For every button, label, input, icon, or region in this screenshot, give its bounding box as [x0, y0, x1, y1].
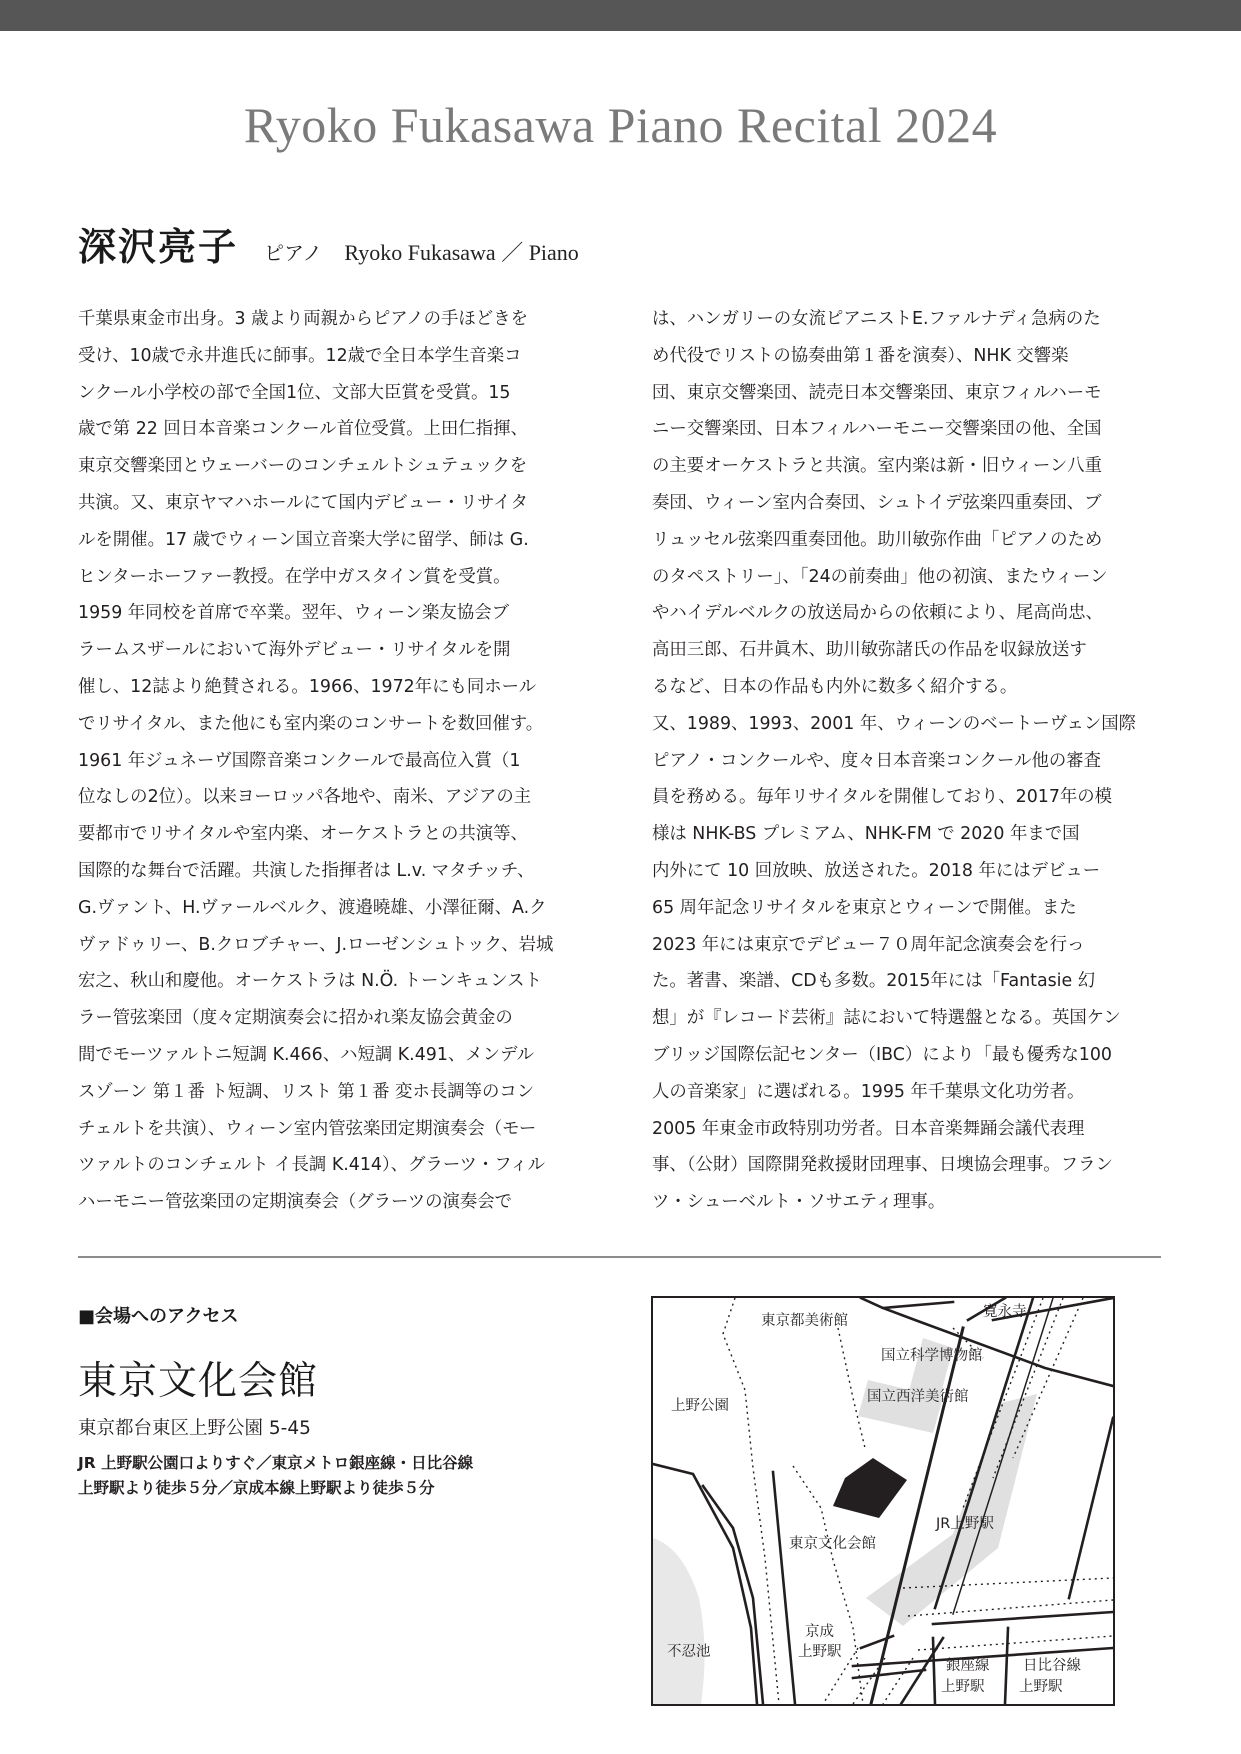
- section-divider: [78, 1256, 1161, 1258]
- biography-line: た。著書、楽譜、CDも多数。2015年には「Fantasie 幻: [652, 971, 1096, 992]
- biography-line: やハイデルベルクの放送局からの依頼により、尾高尚忠、: [652, 603, 1103, 624]
- biography-line: 国際的な舞台で活躍。共演した指揮者は L.v. マタチッチ、: [78, 860, 535, 881]
- biography-line: 催し、12誌より絶賛される。1966、1972年にも同ホール: [78, 676, 537, 697]
- biography-line: ツァルトのコンチェルト イ長調 K.414）、グラーツ・フィル: [78, 1155, 546, 1176]
- biography-line: 位なしの2位）。以来ヨーロッパ各地や、南米、アジアの主: [78, 787, 532, 808]
- top-bar: [0, 0, 1241, 31]
- performer-role: ピアノ: [264, 241, 323, 265]
- label-keisei-station: 上野駅: [798, 1644, 842, 1660]
- biography-line: ニー交響楽団、日本フィルハーモニー交響楽団の他、全国: [652, 419, 1102, 440]
- venue-name: 東京文化会館: [78, 1359, 319, 1404]
- biography-line: 様は NHK-BS プレミアム、NHK-FM で 2020 年まで国: [652, 824, 1080, 845]
- venue-building: [833, 1458, 907, 1518]
- biography-line: 1961 年ジュネーヴ国際音楽コンクールで最高位入賞（1: [78, 750, 521, 771]
- performer-name-en: Ryoko Fukasawa ／ Piano: [344, 240, 579, 265]
- biography-line: スゾーン 第１番 ト短調、リスト 第１番 変ホ長調等のコン: [78, 1081, 535, 1102]
- biography-line: るなど、日本の作品も内外に数多く紹介する。: [652, 676, 1018, 697]
- label-ueno-park: 上野公園: [671, 1398, 729, 1414]
- map-drawing: [653, 1298, 1113, 1704]
- biography-line: チェルトを共演）、ウィーン室内管弦楽団定期演奏会（モー: [78, 1118, 537, 1139]
- biography-line: 共演。又、東京ヤマハホールにて国内デビュー・リサイタ: [78, 492, 529, 513]
- biography-column-left: [78, 301, 583, 1221]
- performer-name: 深沢亮子: [78, 224, 239, 269]
- biography-line: ピアノ・コンクールや、度々日本音楽コンクール他の審査: [652, 750, 1102, 771]
- biography-line: G.ヴァント、H.ヴァールベルク、渡邉曉雄、小澤征爾、A.ク: [78, 897, 547, 918]
- biography-line: の主要オーケストラと共演。室内楽は新・旧ウィーン八重: [652, 456, 1103, 477]
- biography-line: め代役でリストの協奏曲第１番を演奏）、NHK 交響楽: [652, 345, 1069, 366]
- biography-line: ルを開催。17 歳でウィーン国立音楽大学に留学、師は G.: [78, 529, 529, 550]
- biography-line: ンクール小学校の部で全国1位、文部大臣賞を受賞。15: [78, 382, 511, 403]
- label-shinobazu: 不忍池: [667, 1644, 711, 1660]
- biography-line: 員を務める。毎年リサイタルを開催しており、2017年の模: [652, 787, 1113, 808]
- biography-column-right: [652, 301, 1157, 1221]
- biography-line: 間でモーツァルトニ短調 K.466、ハ短調 K.491、メンデル: [78, 1044, 534, 1065]
- biography-line: 東京交響楽団とウェーバーのコンチェルトシュテュックを: [78, 456, 528, 477]
- biography-line: 奏団、ウィーン室内合奏団、シュトイデ弦楽四重奏団、ブ: [652, 492, 1102, 513]
- biography-line: 高田三郎、石井眞木、助川敏弥諸氏の作品を収録放送す: [652, 640, 1087, 661]
- biography-line: ヴァドゥリー、B.クロブチャー、J.ローゼンシュトック、岩城: [78, 934, 554, 955]
- biography-line: のタペストリー」、「24の前奏曲」他の初演、またウィーン: [652, 566, 1108, 587]
- venue-address: 東京都台東区上野公園 5-45: [78, 1418, 311, 1439]
- biography-line: 団、東京交響楽団、読売日本交響楽団、東京フィルハーモ: [652, 382, 1102, 403]
- biography-line: 人の音楽家」に選ばれる。1995 年千葉県文化功労者。: [652, 1081, 1085, 1102]
- label-western-art: 国立西洋美術館: [867, 1389, 969, 1405]
- biography-line: 宏之、秋山和慶他。オーケストラは N.Ö. トーンキュンスト: [78, 971, 542, 992]
- label-hibiya-station: 上野駅: [1019, 1679, 1063, 1695]
- access-heading: ■会場へのアクセス: [78, 1306, 239, 1327]
- biography-line: ブリッジ国際伝記センター（IBC）により「最も優秀な100: [652, 1044, 1112, 1065]
- directions: [78, 1451, 473, 1501]
- shinobazu-pond: [653, 1538, 705, 1704]
- biography-line: ハーモニー管弦楽団の定期演奏会（グラーツの演奏会で: [78, 1192, 513, 1213]
- label-venue: 東京文化会館: [789, 1536, 876, 1552]
- biography-line: リュッセル弦楽四重奏団他。助川敏弥作曲「ピアノのため: [652, 529, 1103, 550]
- directions-line: 上野駅より徒歩５分／京成本線上野駅より徒歩５分: [78, 1479, 435, 1497]
- biography-line: は、ハンガリーの女流ピアニストE.ファルナディ急病のた: [652, 309, 1101, 329]
- biography-line: 2023 年には東京でデビュー７０周年記念演奏会を行っ: [652, 934, 1085, 955]
- page-title: Ryoko Fukasawa Piano Recital 2024: [243, 97, 998, 153]
- biography-line: 2005 年東金市政特別功労者。日本音楽舞踊会議代表理: [652, 1118, 1085, 1139]
- biography-line: ヒンターホーファー教授。在学中ガスタイン賞を受賞。: [78, 566, 511, 587]
- biography-line: 受け、10歳で永井進氏に師事。12歳で全日本学生音楽コ: [78, 345, 522, 366]
- biography-line: ラー管弦楽団（度々定期演奏会に招かれ楽友協会黄金の: [78, 1008, 513, 1029]
- label-ginza-station: 上野駅: [941, 1679, 985, 1695]
- label-science-museum: 国立科学博物館: [881, 1348, 983, 1364]
- label-keisei-line: 京成: [805, 1624, 834, 1640]
- biography-line: ツ・シューベルト・ソサエティ理事。: [652, 1192, 946, 1213]
- biography-line: 1959 年同校を首席で卒業。翌年、ウィーン楽友協会ブ: [78, 603, 509, 624]
- label-hibiya-line: 日比谷線: [1023, 1658, 1081, 1674]
- biography-line: 65 周年記念リサイタルを東京とウィーンで開催。また: [652, 897, 1077, 918]
- access-map: [651, 1296, 1115, 1706]
- biography-line: 歳で第 22 回日本音楽コンクール首位受賞。上田仁指揮、: [78, 419, 528, 440]
- performer-header: [78, 216, 579, 271]
- label-ginza-line: 銀座線: [946, 1658, 990, 1674]
- biography-line: 要都市でリサイタルや室内楽、オーケストラとの共演等、: [78, 824, 528, 845]
- biography-line: でリサイタル、また他にも室内楽のコンサートを数回催す。: [78, 713, 544, 734]
- biography-line: 内外にて 10 回放映、放送された。2018 年にはデビュー: [652, 860, 1101, 881]
- label-jr-ueno: JR上野駅: [936, 1516, 994, 1532]
- directions-line: JR 上野駅公園口よりすぐ／東京メトロ銀座線・日比谷線: [78, 1454, 474, 1472]
- label-museum-art: 東京都美術館: [761, 1313, 848, 1329]
- label-kaneiji: 寛永寺: [983, 1304, 1027, 1320]
- biography-line: 事、（公財）国際開発救援財団理事、日墺協会理事。フラン: [652, 1155, 1113, 1176]
- biography-line: 想」が『レコード芸術』誌において特選盤となる。英国ケン: [652, 1008, 1121, 1029]
- biography-line: 千葉県東金市出身。3 歳より両親からピアノの手ほどきを: [78, 309, 528, 329]
- biography-line: 又、1989、1993、2001 年、ウィーンのベートーヴェン国際: [652, 713, 1137, 734]
- biography-line: ラームスザールにおいて海外デビュー・リサイタルを開: [78, 640, 511, 661]
